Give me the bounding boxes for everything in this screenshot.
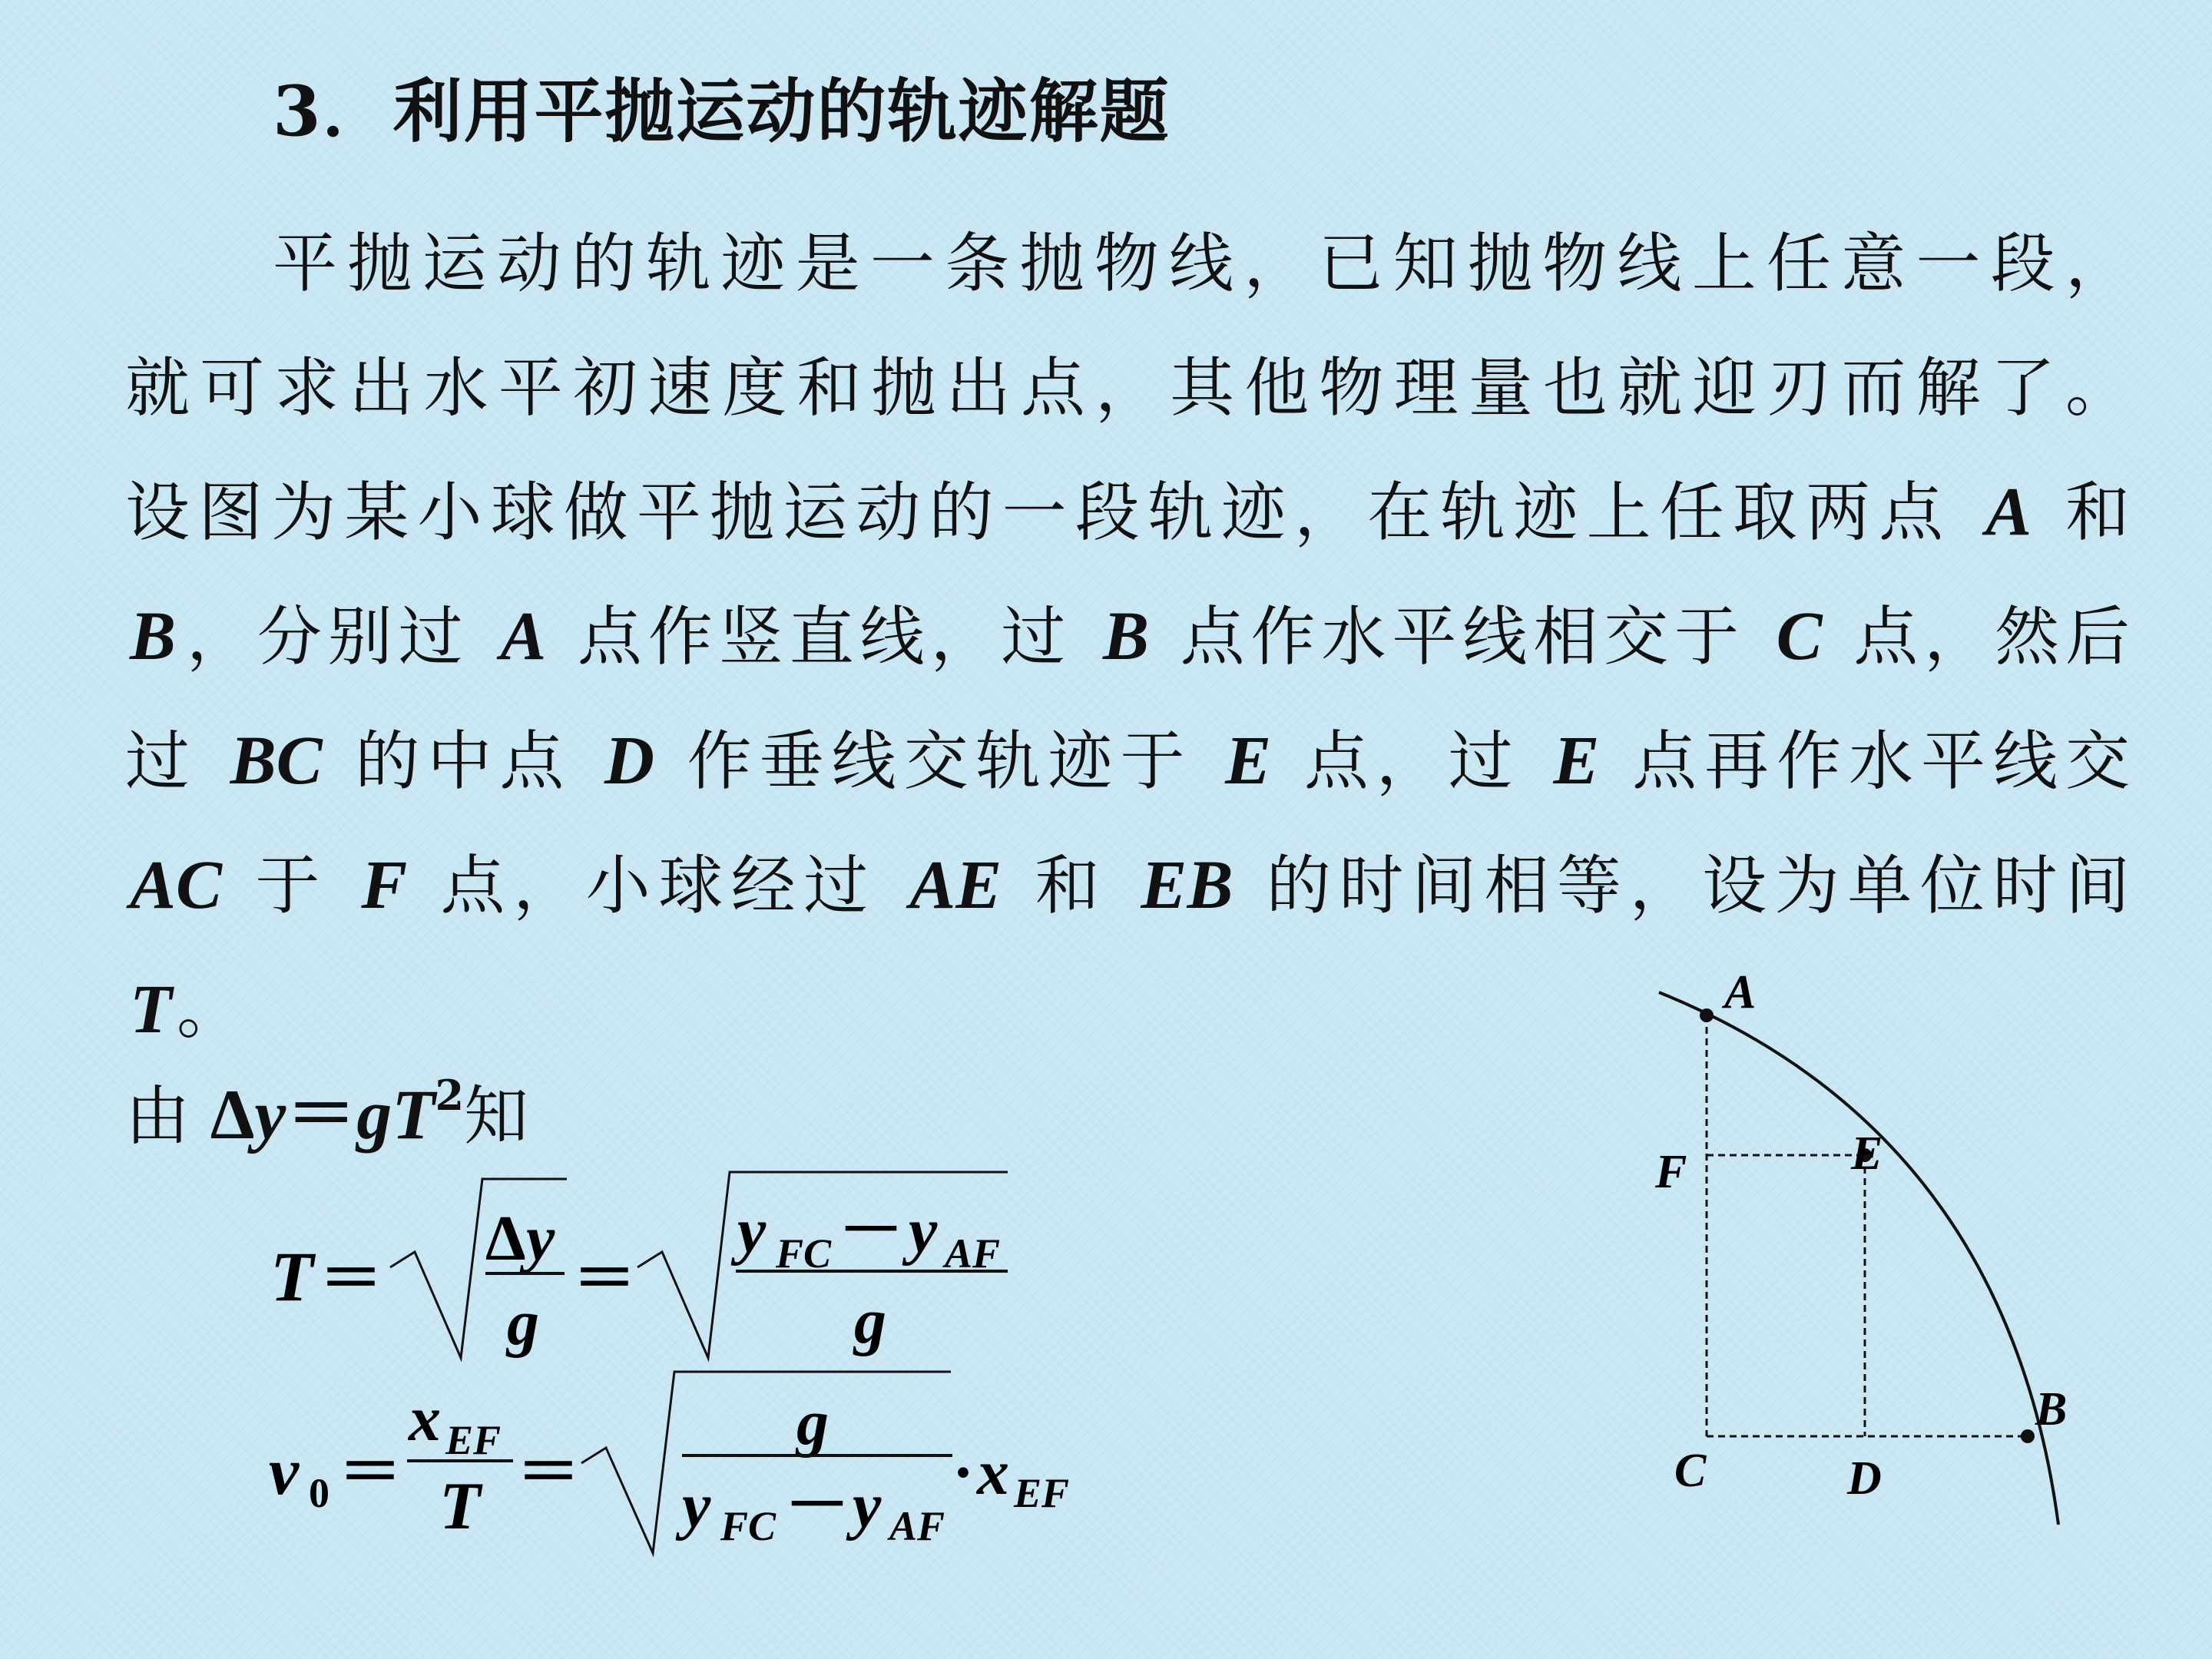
label-E: E [1851, 1128, 1883, 1180]
formula-T-equals-1: ＝ [319, 1243, 384, 1315]
text-segment: 和 [2065, 475, 2131, 550]
text-segment: 的时间相等，设为单位时间 [1266, 848, 2131, 923]
label-D: D [1847, 1452, 1882, 1505]
variable-g: g [356, 1075, 392, 1154]
paragraph-line-2: 就可求出水平初速度和抛出点，其他物理量也就迎刃而解了。 [125, 350, 2130, 426]
segment-variable: BC [230, 723, 323, 799]
point-variable: B [1102, 598, 1149, 674]
exponent: 2 [435, 1071, 465, 1120]
trajectory-curve [1659, 992, 2058, 1525]
formula-T-num1-delta: Δ [485, 1203, 526, 1274]
formula-T-num1-y: y [526, 1203, 555, 1274]
text-segment: 点，小球经过 [440, 848, 876, 923]
formula-v0-num1-x: x [409, 1383, 441, 1455]
section-heading: 3．利用平抛运动的轨迹解题 [273, 71, 1171, 152]
segment-variable: AC [130, 847, 223, 923]
point-variable: E [1225, 723, 1272, 799]
text-segment: 和 [1035, 848, 1108, 923]
point-variable: A [1985, 474, 2032, 550]
variable-y: y [254, 1075, 286, 1154]
trajectory-diagram [1654, 966, 2067, 1525]
text-segment: 。 [176, 972, 241, 1048]
text-segment: 点作竖直线，过 [577, 599, 1072, 674]
text-segment: 过 [125, 724, 197, 799]
derivation-suffix: 知 [464, 1078, 529, 1154]
text-segment: 于 [255, 848, 328, 923]
formula-v0 [269, 1372, 1069, 1553]
text-segment: 点，然后 [1853, 599, 2130, 674]
point-variable: E [1553, 723, 1600, 799]
segment-variable: EB [1141, 847, 1233, 923]
formula-T-den2: g [854, 1286, 886, 1357]
formula-T-equals-2: ＝ [572, 1243, 637, 1315]
delta-symbol: Δ [210, 1075, 255, 1154]
text-segment: 作垂线交轨迹于 [687, 724, 1193, 799]
formula-T-minus: － [839, 1195, 904, 1267]
label-C: C [1674, 1445, 1707, 1497]
point-B-dot [2021, 1429, 2035, 1443]
formula-v0-sub-0: 0 [309, 1470, 329, 1516]
text-segment: ，分别过 [180, 599, 469, 674]
text-segment: 点再作水平线交 [1632, 724, 2130, 799]
point-A-dot [1700, 1008, 1714, 1022]
point-variable: B [130, 598, 177, 674]
formula-v0-equals-2: ＝ [516, 1437, 581, 1508]
label-A: A [1724, 966, 1757, 1018]
formula-v0-tail-sub: EF [1014, 1470, 1070, 1516]
formula-T [270, 1172, 1008, 1359]
formula-T-y2: y [909, 1195, 938, 1267]
point-variable: F [361, 847, 408, 923]
equals-sign: ＝ [286, 1075, 357, 1154]
formula-v0-sub-EF: EF [445, 1417, 502, 1463]
label-B: B [2035, 1383, 2068, 1435]
text-segment: 点作水平线相交于 [1180, 599, 1745, 674]
label-F: F [1655, 1146, 1687, 1198]
paragraph-line-1: 平抛运动的轨迹是一条抛物线，已知抛物线上任意一段， [273, 226, 2130, 301]
point-variable: A [500, 598, 547, 674]
formula-v0-equals-1: ＝ [338, 1437, 403, 1508]
formula-v0-num2: g [796, 1387, 829, 1459]
formula-v0-tail-x: x [977, 1437, 1009, 1508]
text-segment: 设图为某小球做平抛运动的一段轨迹，在轨迹上任取两点 [125, 475, 1952, 550]
text-segment: 的中点 [355, 724, 572, 799]
segment-variable: AE [909, 847, 1002, 923]
variable-T: T [392, 1075, 435, 1154]
formula-v0-minus: － [785, 1470, 850, 1541]
text-segment: 点，过 [1303, 724, 1521, 799]
formula-v0-dot: · [952, 1437, 975, 1508]
formula-T-sub-FC: FC [776, 1230, 832, 1277]
formula-T-den1: g [507, 1287, 539, 1359]
formula-v0-den-y1: y [682, 1470, 711, 1541]
formula-v0-den1: T [439, 1469, 481, 1544]
point-variable: D [604, 723, 654, 799]
derivation-prefix: 由 [125, 1078, 190, 1154]
point-variable: C [1776, 598, 1823, 674]
formula-v0-sub-AF: AF [889, 1503, 945, 1549]
formula-T-sub-AF: AF [945, 1230, 1001, 1277]
formula-v0-v: v [269, 1435, 300, 1509]
formula-v0-den-y2: y [853, 1470, 882, 1541]
formula-T-y1: y [737, 1195, 767, 1267]
formula-v0-sub-FC: FC [720, 1503, 777, 1549]
formula-T-lhs: T [270, 1237, 314, 1316]
time-variable: T [130, 972, 172, 1048]
